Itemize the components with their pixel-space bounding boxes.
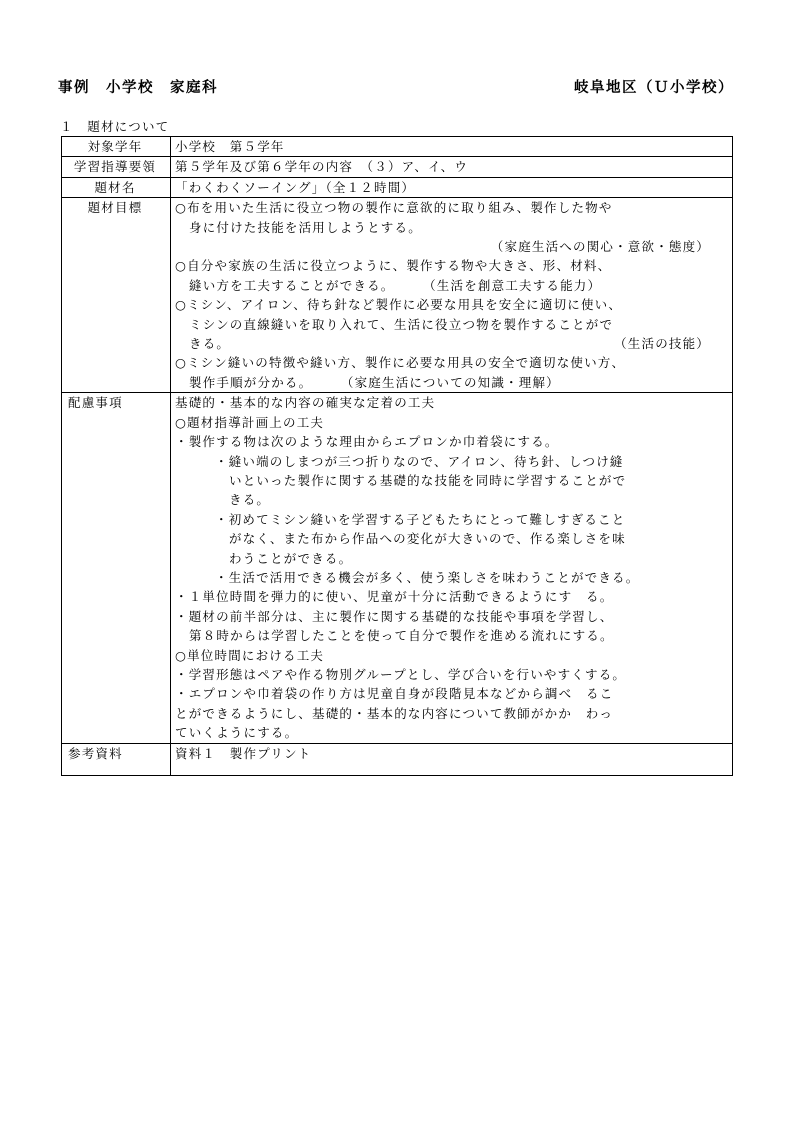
- consideration-line: いといった製作に関する基礎的な技能を同時に学習することがで: [229, 472, 627, 488]
- label-goals: 題材目標: [62, 198, 171, 393]
- consideration-line: きる。: [229, 492, 271, 508]
- goal-line: 身に付けた技能を活用しようとする。: [189, 219, 422, 235]
- consideration-line: がなく、また布から作品への変化が大きいので、作る楽しさを味: [229, 531, 626, 547]
- table-row-goals: [62, 198, 733, 393]
- subject-table: [61, 136, 733, 776]
- consideration-line: ていくようにする。: [175, 725, 299, 741]
- section-title: １ 題材について: [60, 119, 170, 134]
- consideration-line: ・題材の前半部分は、主に製作に関する基礎的な技能や事項を学習し、: [175, 608, 614, 624]
- goal-line: 縫い方を工夫することができる。 （生活を創意工夫する能力）: [189, 277, 602, 293]
- goal-line: 製作手順が分かる。 （家庭生活についての知識・理解）: [189, 374, 560, 390]
- value-considerations: [171, 393, 733, 743]
- consideration-line: 第８時からは学習したことを使って自分で製作を進める流れにする。: [189, 628, 614, 644]
- consideration-line: ・エプロンや巾着袋の作り方は児童自身が段階見本などから調べ るこ: [175, 686, 614, 702]
- consideration-line: ・生活で活用できる機会が多く、使う楽しさを味わうことができる。: [215, 569, 640, 585]
- table-row-grade: [62, 137, 733, 157]
- goal-line: ○布を用いた生活に役立つ物の製作に意欲的に取り組み、製作した物や: [175, 200, 613, 216]
- label-grade: 対象学年: [62, 137, 171, 157]
- value-goals: [171, 198, 733, 393]
- goal-line: ○自分や家族の生活に役立つように、製作する物や大きさ、形、材料、: [175, 258, 612, 274]
- table-row-title: [62, 177, 733, 197]
- value-title: 「わくわくソーイング」（全１２時間）: [171, 177, 733, 197]
- label-title: 題材名: [62, 177, 171, 197]
- reference-item: 資料１ 製作プリント: [175, 745, 312, 761]
- goal-line: ○ミシン縫いの特徴や縫い方、製作に必要な用具の安全で適切な使い方、: [175, 355, 626, 371]
- reference-spacer: [175, 763, 728, 775]
- consideration-line: ・製作する物は次のような理由からエプロンか巾着袋にする。: [175, 434, 559, 450]
- consideration-line: ・縫い端のしまつが三つ折りなので、アイロン、待ち針、しつけ縫: [215, 453, 624, 469]
- value-references: [171, 743, 733, 775]
- table-row-considerations: [62, 393, 733, 743]
- consideration-line: ・初めてミシン縫いを学習する子どもたちにとって難しすぎること: [215, 511, 626, 527]
- consideration-heading: 基礎的・基本的な内容の確実な定着の工夫: [175, 395, 436, 411]
- consideration-subheading: ○題材指導計画上の工夫: [175, 414, 325, 430]
- document-header: [58, 76, 734, 98]
- goal-line: ミシンの直線縫いを取り入れて、生活に役立つ物を製作することがで: [189, 316, 614, 332]
- label-considerations: 配慮事項: [62, 393, 171, 743]
- value-grade: 小学校 第５学年: [171, 137, 733, 157]
- goal-category: （家庭生活への関心・意欲・態度）: [490, 239, 710, 255]
- label-guideline: 学習指導要領: [62, 157, 171, 177]
- consideration-line: ・１単位時間を弾力的に使い、児童が十分に活動できるようにす る。: [175, 589, 614, 605]
- goal-line: ○ミシン、アイロン、待ち針など製作に必要な用具を安全に適切に使い、: [175, 297, 623, 313]
- goal-category: （生活の技能）: [614, 336, 710, 352]
- value-guideline: 第５学年及び第６学年の内容 （３）ア、イ、ウ: [171, 157, 733, 177]
- consideration-line: ・学習形態はペアや作る物別グループとし、学び合いを行いやすくする。: [175, 666, 627, 682]
- school-region: 岐阜地区（Ｕ小学校）: [574, 80, 734, 96]
- consideration-line: とができるようにし、基礎的・基本的な内容について教師がかか わっ: [175, 705, 614, 721]
- table-row-guideline: [62, 157, 733, 177]
- label-references: 参考資料: [62, 743, 171, 775]
- document-title: 事例 小学校 家庭科: [58, 80, 218, 96]
- goal-line: きる。: [189, 336, 231, 352]
- consideration-subheading: ○単位時間における工夫: [175, 647, 325, 663]
- consideration-line: わうことができる。: [229, 550, 353, 566]
- table-row-references: [62, 743, 733, 775]
